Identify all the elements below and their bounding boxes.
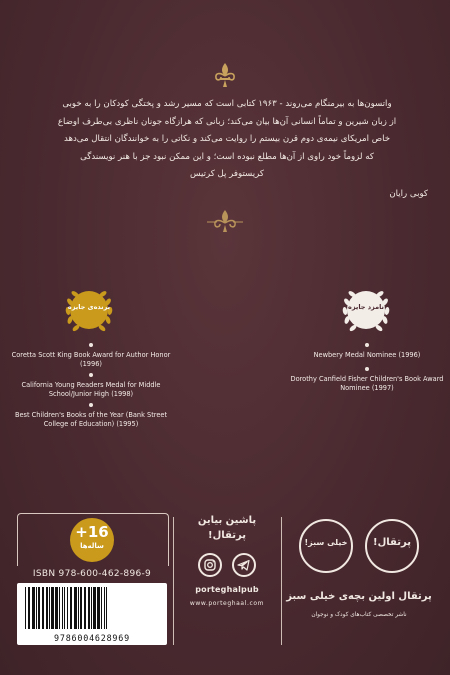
back-cover-footer [17,513,433,655]
blurb-line: واتسون‌ها به بیرمنگام می‌روند - ۱۹۶۳ کتابی است که مسیر رشد و پختگی کودکان را به خوبی [62,99,392,109]
social-handle[interactable]: porteghalpub [195,585,259,594]
nominee-badge-label: نامزد جایزه [348,303,384,311]
award-item: Newbery Medal Nominee (1996) [282,343,450,360]
follow-line-2: پرتقال! [208,530,246,541]
kheili-sabz-logo: خیلی سبز! [299,519,353,573]
barcode [17,583,167,645]
publisher-subtagline: ناشر تخصصی کتاب‌های کودک و نوجوان [311,612,407,618]
telegram-icon[interactable] [232,553,256,577]
nominee-award-badge [339,283,393,337]
age-rating-box [17,513,169,566]
publisher-tagline: پرتقال اولین بچه‌ی خیلی سبز [286,591,432,602]
blurb-line: که لزوماً خود راوی از آن‌ها مطلع نبوده است؛ و این ممکن نبود جز با هنر نویسندگی [80,151,374,162]
porteghal-logo: پرتقال! [365,519,419,573]
blurb-line: کریستوفر پل کرتیس [190,169,264,179]
blurb-author: کوبی رایان [389,189,428,199]
instagram-icon[interactable] [198,553,222,577]
award-item: Coretta Scott King Book Award for Author Honor (1996) [6,343,176,369]
blurb-line: از زبان شیرین و تماماً انسانی آن‌ها بیان می‌کند؛ زبانی که هرازگاه جونان ناظری بی‌طرف اوضاع [57,116,397,127]
award-item: California Young Readers Medal for Middle School/Junior High (1998) [6,373,176,399]
winner-award-badge [62,283,116,337]
winner-badge-label: برنده‌ی جایزه [67,303,111,311]
fleur-de-lis-icon [0,62,450,88]
awards-won-list [6,343,176,433]
barcode-bars-icon [23,587,161,629]
back-cover-blurb [22,96,432,184]
age-number: +16 [75,523,109,541]
age-label: ساله‌ها [80,542,104,550]
award-item: Best Children's Books of the Year (Bank Street College of Education) (1995) [6,403,176,429]
divider [281,517,282,645]
award-item: Dorothy Canfield Fisher Children's Book Award Nominee (1997) [282,367,450,393]
social-section [177,513,277,653]
barcode-number: 9786004628969 [54,633,130,643]
age-rating-badge [70,518,114,562]
publisher-website[interactable]: www.porteghaal.com [189,600,265,607]
awards-nominated-list [282,343,450,397]
isbn-text: ISBN 978-600-462-896-9 [32,569,152,579]
fleur-de-lis-divider-icon [0,208,450,234]
follow-line-1: پاشین بیاین [197,515,257,526]
divider [173,517,174,645]
blurb-line: خاص امریکای نیمه‌ی دوم قرن بیستم را روایت می‌کند و نکاتی را به خوانندگان انتقال می‌دهد [63,134,391,144]
publisher-section [285,513,433,653]
